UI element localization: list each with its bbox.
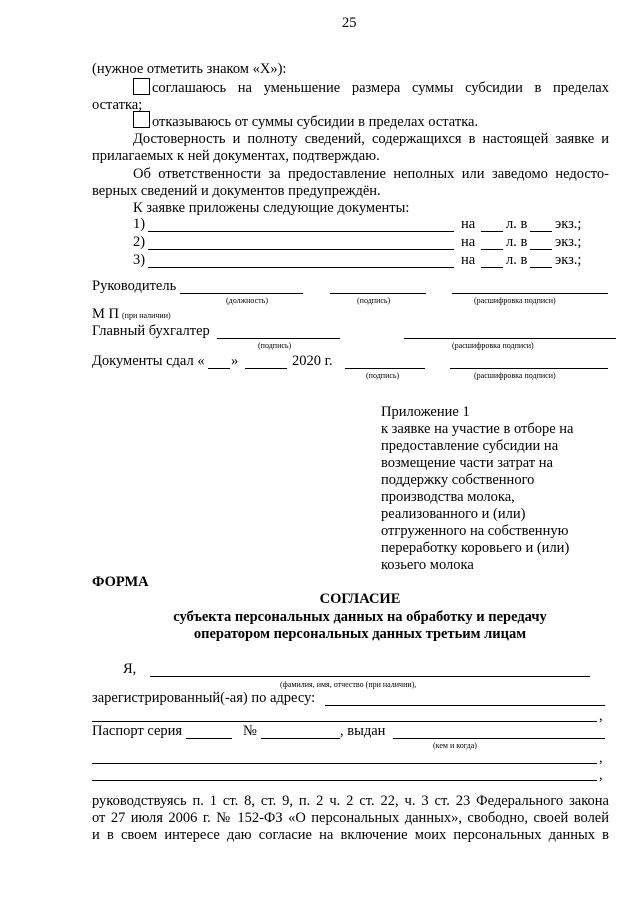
caption-issued: (кем и когда) — [433, 741, 477, 750]
address-field[interactable] — [325, 705, 605, 706]
appendix-line: предоставление субсидии на — [381, 438, 559, 454]
appendix-line: поддержку собственного — [381, 472, 535, 488]
attached-ekz: экз.; — [555, 234, 582, 250]
passport-number-field[interactable] — [261, 738, 340, 739]
docs-day-field[interactable] — [208, 368, 230, 369]
consent-subtitle-cont: оператором персональных данных третьим лицам — [193, 626, 527, 642]
consent-body-line: руководствуясь п. 1 ст. 8, ст. 9, п. 2 ч. 2 ст. 22, ч. 3 ст. 23 Федерального закона — [92, 793, 609, 809]
head-position-field[interactable] — [180, 293, 303, 294]
docs-month-field[interactable] — [245, 368, 287, 369]
attached-l: л. в — [506, 234, 528, 250]
consent-body-line: и в своем интересе даю согласие на включение моих персональных данных в — [92, 827, 609, 843]
attached-pages-field[interactable] — [481, 249, 503, 250]
attached-copies-field[interactable] — [530, 249, 552, 250]
docs-year: 2020 г. — [292, 353, 333, 369]
appendix-line: отгруженного на собственную — [381, 523, 569, 539]
caption-signature: (подпись) — [357, 296, 391, 305]
confirm-text: Достоверность и полноту сведений, содержащихся в настоящей заявке и — [133, 131, 609, 147]
caption-signature: (подпись) — [258, 341, 292, 350]
comma: , — [599, 767, 603, 783]
option-refuse-text: отказываюсь от суммы субсидии в пределах остатка. — [152, 114, 479, 130]
responsibility-text: Об ответственности за предоставление неполных или заведомо недосто- — [133, 166, 609, 182]
attached-num: 1) — [133, 216, 146, 232]
caption-decode: (расшифровка подписи) — [474, 371, 556, 380]
attached-copies-field[interactable] — [530, 231, 552, 232]
appendix-line: Приложение 1 — [381, 404, 470, 420]
passport-label: Паспорт серия — [92, 723, 183, 739]
number-sign: № — [243, 723, 257, 739]
comma: , — [599, 708, 603, 724]
checkbox-refuse[interactable] — [133, 111, 150, 128]
attached-doc-field[interactable] — [148, 267, 454, 268]
caption-decode: (расшифровка подписи) — [474, 296, 556, 305]
issued-field[interactable] — [393, 738, 605, 739]
docs-submitted-label: Документы сдал « — [92, 353, 205, 369]
chief-accountant-label: Главный бухгалтер — [92, 323, 210, 339]
option-reduce-text: соглашаюсь на уменьшение размера суммы субсидии в пределах — [152, 80, 609, 96]
attached-ekz: экз.; — [555, 252, 582, 268]
attached-ekz: экз.; — [555, 216, 582, 232]
head-signature-field[interactable] — [330, 293, 426, 294]
attached-doc-field[interactable] — [148, 231, 454, 232]
extra-field[interactable] — [92, 780, 597, 781]
chief-decode-field[interactable] — [404, 338, 616, 339]
issued-label: , выдан — [340, 723, 386, 739]
attached-na: на — [461, 216, 476, 232]
caption-fio: (фамилия, имя, отчество (при наличии), — [280, 680, 417, 689]
confirm-text-cont: прилагаемых к ней документах, подтверждаю. — [92, 148, 380, 164]
attached-l: л. в — [506, 216, 528, 232]
appendix-line: производства молока, — [381, 489, 515, 505]
docs-decode-field[interactable] — [450, 368, 608, 369]
issued-field-cont[interactable] — [92, 763, 597, 764]
responsibility-text-cont: верных сведений и документов предупреждён. — [92, 183, 381, 199]
head-decode-field[interactable] — [452, 293, 608, 294]
mp-note: (при наличии) — [122, 311, 171, 320]
address-field-cont[interactable] — [92, 721, 597, 722]
attached-pages-field[interactable] — [481, 267, 503, 268]
checkbox-reduce[interactable] — [133, 78, 150, 95]
attached-na: на — [461, 252, 476, 268]
page-number: 25 — [342, 15, 357, 31]
attached-na: на — [461, 234, 476, 250]
option-reduce-text-cont: остатка; — [92, 97, 143, 113]
docs-signature-field[interactable] — [345, 368, 425, 369]
intro-note: (нужное отметить знаком «Х»): — [92, 61, 287, 77]
fio-field[interactable] — [150, 676, 590, 677]
mp-label: М П — [92, 306, 119, 322]
appendix-line: возмещение части затрат на — [381, 455, 553, 471]
attached-copies-field[interactable] — [530, 267, 552, 268]
appendix-line: козьего молока — [381, 557, 474, 573]
appendix-line: переработку коровьего и (или) — [381, 540, 570, 556]
caption-position: (должность) — [226, 296, 268, 305]
consent-subtitle: субъекта персональных данных на обработку и передачу — [173, 609, 547, 625]
consent-title: СОГЛАСИЕ — [319, 591, 401, 607]
attached-num: 3) — [133, 252, 146, 268]
head-label: Руководитель — [92, 278, 177, 294]
attached-l: л. в — [506, 252, 528, 268]
ya-label: Я, — [123, 661, 137, 677]
passport-series-field[interactable] — [186, 738, 232, 739]
chief-signature-field[interactable] — [217, 338, 340, 339]
attached-doc-field[interactable] — [148, 249, 454, 250]
attached-header: К заявке приложены следующие документы: — [133, 200, 410, 216]
caption-signature: (подпись) — [366, 371, 400, 380]
consent-body-line: от 27 июля 2006 г. № 152-ФЗ «О персональных данных», свободно, своей волей — [92, 810, 609, 826]
appendix-line: к заявке на участие в отборе на — [381, 421, 574, 437]
attached-pages-field[interactable] — [481, 231, 503, 232]
registered-label: зарегистрированный(-ая) по адресу: — [92, 690, 316, 706]
appendix-line: реализованного и (или) — [381, 506, 526, 522]
form-label: ФОРМА — [92, 574, 149, 590]
comma: , — [599, 750, 603, 766]
caption-decode: (расшифровка подписи) — [452, 341, 534, 350]
attached-num: 2) — [133, 234, 146, 250]
docs-quote-close: » — [231, 353, 239, 369]
